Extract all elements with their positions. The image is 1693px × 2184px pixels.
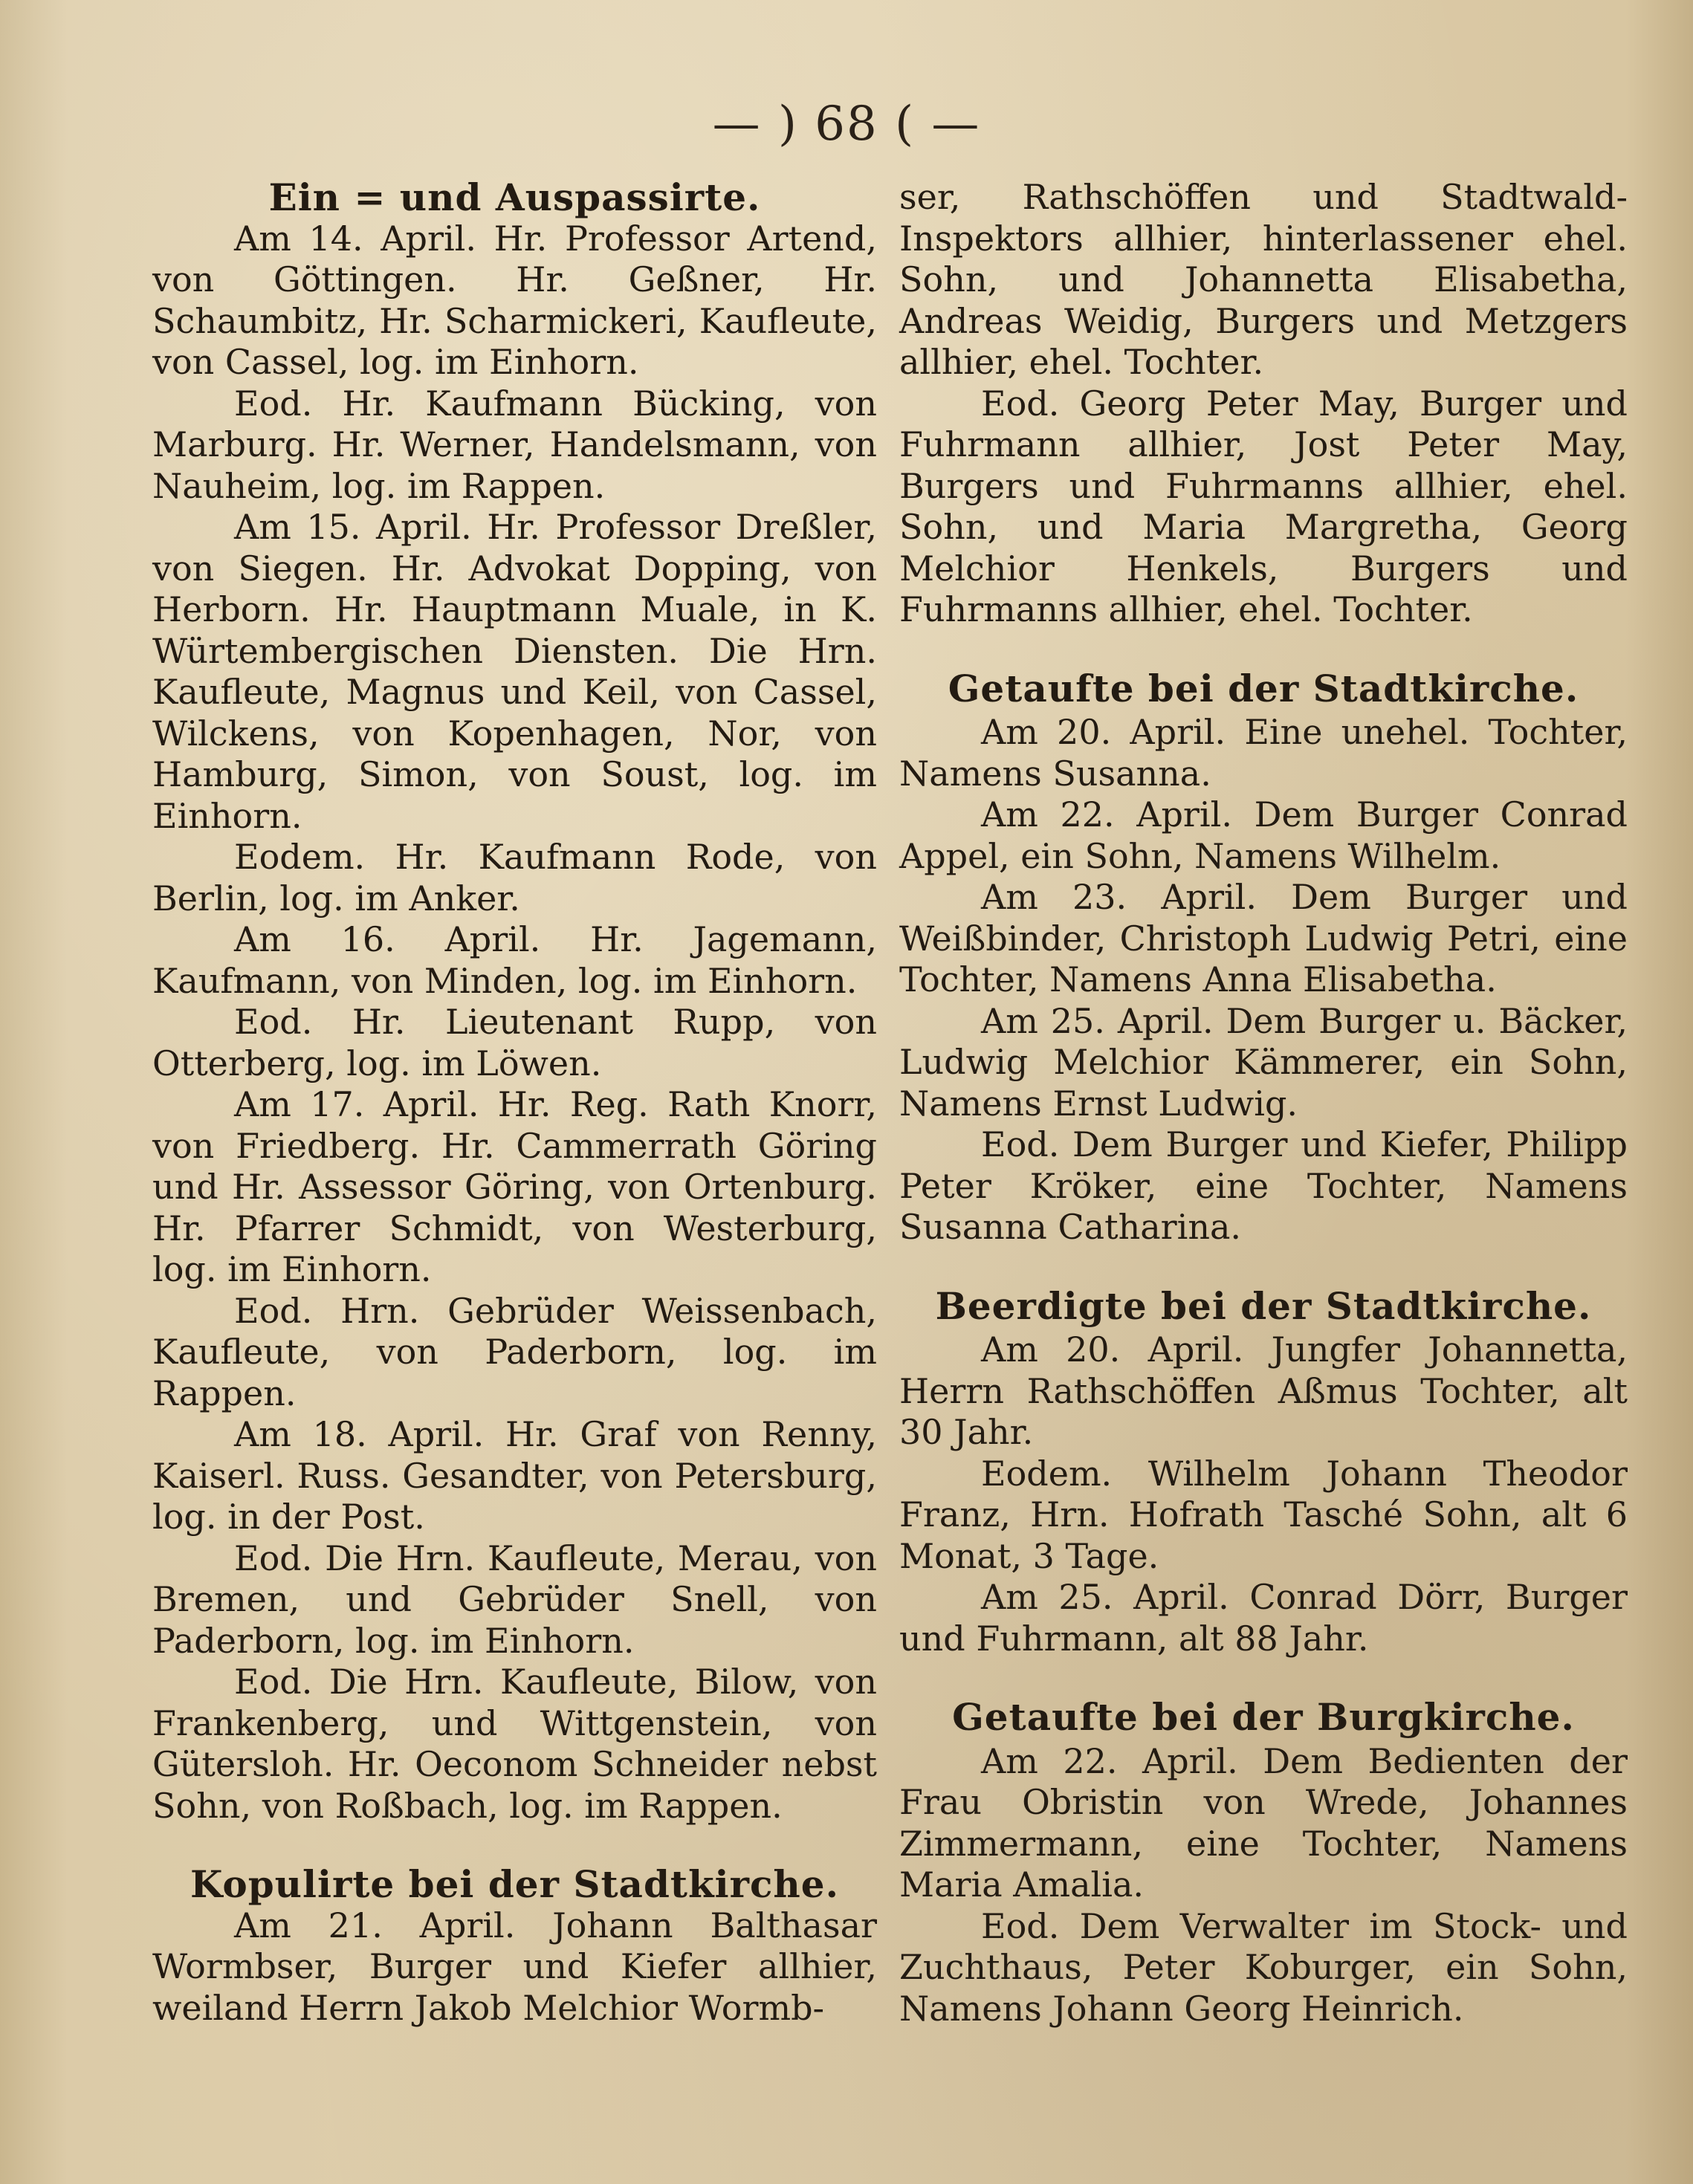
page-number-header: — ) 68 ( — (712, 97, 981, 152)
entry-arrival: Am 16. April. Hr. Jagemann, Kaufmann, von Minden, log. im Einhorn. (152, 919, 877, 1001)
entry-marriage: Am 21. April. Johann Balthasar Wormbser, Burger und Kiefer allhier, weiland Herrn Jakob Melchior Wormb- (152, 1905, 877, 2028)
entry-burial: Am 25. April. Conrad Dörr, Burger und Fuhrmann, alt 88 Jahr. (899, 1577, 1628, 1659)
entry-arrival: Am 14. April. Hr. Professor Artend, von Göttingen. Hr. Geßner, Hr. Schaumbitz, Hr. Scharmickeri, Kaufleute, von Cassel, log. im Einhorn. (152, 218, 877, 382)
entry-baptism: Eod. Dem Verwalter im Stock- und Zuchthaus, Peter Koburger, ein Sohn, Namens Johann Georg Heinrich. (899, 1905, 1628, 2029)
entry-arrival: Eodem. Hr. Kaufmann Rode, von Berlin, log. im Anker. (152, 837, 877, 918)
entry-burial: Eodem. Wilhelm Johann Theodor Franz, Hrn. Hofrath Tasché Sohn, alt 6 Monat, 3 Tage. (899, 1453, 1628, 1576)
entry-burial: Am 20. April. Jungfer Johannetta, Herrn Rathschöffen Aßmus Tochter, alt 30 Jahr. (899, 1329, 1628, 1452)
entry-baptism: Am 23. April. Dem Burger und Weißbinder, Christoph Ludwig Petri, eine Tochter, Namens Anna Elisabetha. (899, 877, 1628, 999)
entry-marriage: Eod. Georg Peter May, Burger und Fuhrmann allhier, Jost Peter May, Burgers und Fuhrmanns allhier, ehel. Sohn, und Maria Margretha, Georg Melchior Henkels, Burgers und Fuhrmanns allhier, ehel. Tochter. (899, 383, 1628, 629)
section-title-burials: Beerdigte bei der Stadtkirche. (935, 1283, 1592, 1328)
section-title-baptisms-burgkirche: Getaufte bei der Burgkirche. (952, 1695, 1575, 1739)
entry-arrival: Eod. Die Hrn. Kaufleute, Merau, von Bremen, und Gebrüder Snell, von Paderborn, log. im Einhorn. (152, 1537, 877, 1661)
section-title-baptisms-stadtkirche: Getaufte bei der Stadtkirche. (948, 666, 1579, 710)
right-column (899, 177, 1628, 2029)
entry-arrival: Eod. Hrn. Gebrüder Weissenbach, Kaufleute, von Paderborn, log. im Rappen. (152, 1290, 877, 1413)
entry-baptism: Eod. Dem Burger und Kiefer, Philipp Peter Kröker, eine Tochter, Namens Susanna Catharina. (899, 1124, 1628, 1247)
entry-arrival: Am 18. April. Hr. Graf von Renny, Kaiserl. Russ. Gesandter, von Petersburg, log. in der Post. (152, 1414, 877, 1537)
section-title-arrivals: Ein = und Auspassirte. (268, 175, 761, 219)
entry-baptism: Am 22. April. Dem Bedienten der Frau Obristin von Wrede, Johannes Zimmermann, eine Tochter, Namens Maria Amalia. (899, 1740, 1628, 1905)
section-title-marriages: Kopulirte bei der Stadtkirche. (190, 1862, 840, 1906)
entry-baptism: Am 25. April. Dem Burger u. Bäcker, Ludwig Melchior Kämmerer, ein Sohn, Namens Ernst Ludwig. (899, 1000, 1628, 1124)
entry-baptism: Am 20. April. Eine unehel. Tochter, Namens Susanna. (899, 712, 1628, 794)
entry-arrival: Am 17. April. Hr. Reg. Rath Knorr, von Friedberg. Hr. Cammerrath Göring und Hr. Assessor Göring, von Ortenburg. Hr. Pfarrer Schmidt, von Westerburg, log. im Einhorn. (152, 1084, 877, 1289)
entry-arrival: Eod. Hr. Kaufmann Bücking, von Marburg. Hr. Werner, Handelsmann, von Nauheim, log. im Rappen. (152, 383, 877, 506)
entry-arrival: Eod. Die Hrn. Kaufleute, Bilow, von Frankenberg, und Wittgenstein, von Gütersloh. Hr. Oeconom Schneider nebst Sohn, von Roßbach, log. im Rappen. (152, 1662, 877, 1826)
entry-marriage-continued: ser, Rathschöffen und Stadtwald-Inspektors allhier, hinterlassener ehel. Sohn, und Johannetta Elisabetha, Andreas Weidig, Burgers und Metzgers allhier, ehel. Tochter. (899, 177, 1628, 382)
entry-arrival: Eod. Hr. Lieutenant Rupp, von Otterberg, log. im Löwen. (152, 1002, 877, 1083)
entry-baptism: Am 22. April. Dem Burger Conrad Appel, ein Sohn, Namens Wilhelm. (899, 794, 1628, 876)
entry-arrival: Am 15. April. Hr. Professor Dreßler, von Siegen. Hr. Advokat Dopping, von Herborn. Hr. Hauptmann Muale, in K. Würtembergischen Diensten. Die Hrn. Kaufleute, Magnus und Keil, von Cassel, Wilckens, von Kopenhagen, Nor, von Hamburg, Simon, von Soust, log. im Einhorn. (152, 507, 877, 836)
left-column (152, 177, 877, 2029)
